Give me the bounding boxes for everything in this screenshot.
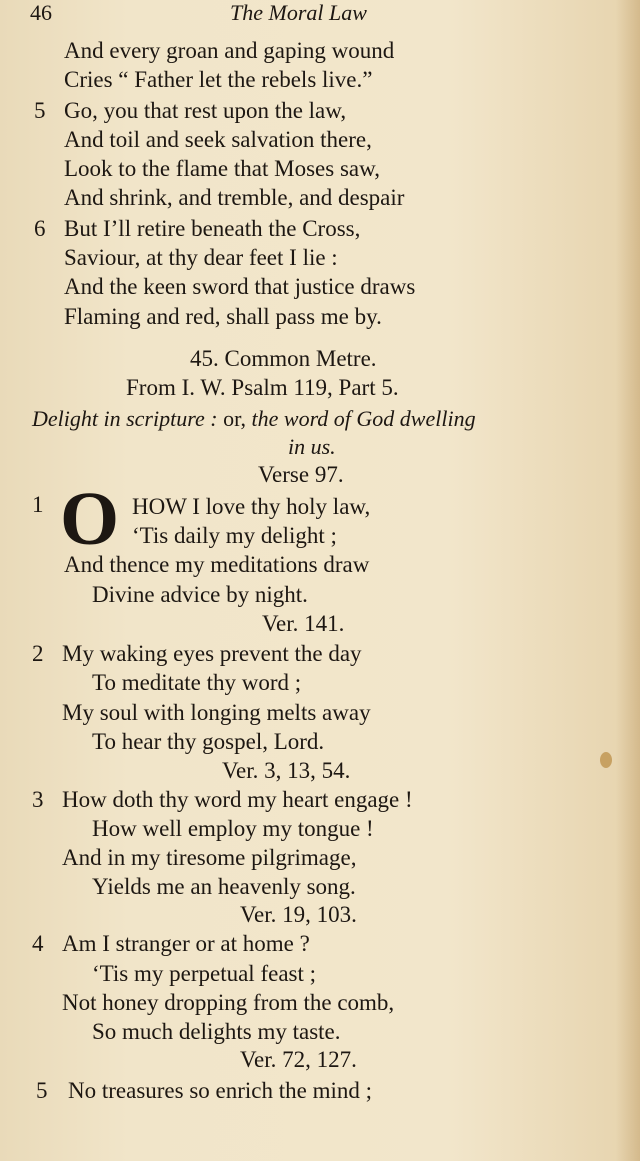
stanza-number: 5 xyxy=(34,98,46,123)
ink-blot xyxy=(600,752,612,768)
verse-line: Am I stranger or at home ? xyxy=(62,931,310,956)
stanza-number: 4 xyxy=(32,931,44,956)
verse-line: ‘Tis my perpetual feast ; xyxy=(92,961,317,986)
verse-line: ‘Tis daily my delight ; xyxy=(132,523,337,548)
subtitle-part: the word of God dwelling xyxy=(251,406,476,431)
verse-line: Go, you that rest upon the law, xyxy=(64,98,347,123)
verse-line: Yields me an heavenly song. xyxy=(92,874,356,899)
verse-line: HOW I love thy holy law, xyxy=(132,494,371,519)
stanza-number: 6 xyxy=(34,216,46,241)
verse-line: To hear thy gospel, Lord. xyxy=(92,729,325,754)
verse-line: My waking eyes prevent the day xyxy=(62,641,362,666)
running-title: The Moral Law xyxy=(230,0,367,25)
verse-line: Divine advice by night. xyxy=(92,582,308,607)
hymn-subtitle-cont: in us. xyxy=(288,434,336,459)
verse-line: Saviour, at thy dear feet I lie : xyxy=(64,245,338,270)
hymn-subtitle xyxy=(32,404,476,433)
verse-line: And shrink, and tremble, and despair xyxy=(64,185,405,210)
stanza-number: 3 xyxy=(32,787,44,812)
hymn-source: From I. W. Psalm 119, Part 5. xyxy=(126,375,399,400)
verse-line: My soul with longing melts away xyxy=(62,700,371,725)
verse-line: And in my tiresome pilgrimage, xyxy=(62,845,357,870)
verse-line: And toil and seek salvation there, xyxy=(64,127,372,152)
hymn-heading: 45. Common Metre. xyxy=(190,346,377,371)
verse-line: And thence my meditations draw xyxy=(64,552,370,577)
drop-cap: O xyxy=(60,477,120,561)
stanza-number: 5 xyxy=(36,1078,48,1103)
verse-reference: Ver. 72, 127. xyxy=(240,1047,357,1072)
page-number: 46 xyxy=(30,0,52,25)
verse-line: How well employ my tongue ! xyxy=(92,816,374,841)
verse-line: How doth thy word my heart engage ! xyxy=(62,787,413,812)
verse-reference: Ver. 19, 103. xyxy=(240,902,357,927)
verse-line: And the keen sword that justice draws xyxy=(64,274,416,299)
subtitle-part: or, xyxy=(223,406,247,431)
verse-line: Look to the flame that Moses saw, xyxy=(64,156,380,181)
verse-line: Cries “ Father let the rebels live.” xyxy=(64,67,373,92)
verse-line: No treasures so enrich the mind ; xyxy=(68,1078,373,1103)
subtitle-part: Delight in scripture : xyxy=(32,406,218,431)
verse-line: But I’ll retire beneath the Cross, xyxy=(64,216,361,241)
verse-line: To meditate thy word ; xyxy=(92,670,302,695)
verse-line: And every groan and gaping wound xyxy=(64,38,395,63)
stanza-number: 2 xyxy=(32,641,44,666)
stanza-number: 1 xyxy=(32,492,44,517)
verse-line: So much delights my taste. xyxy=(92,1019,341,1044)
verse-reference: Ver. 3, 13, 54. xyxy=(222,758,351,783)
verse-reference: Ver. 141. xyxy=(262,611,345,636)
page-edge-shadow xyxy=(616,0,640,1161)
verse-reference: Verse 97. xyxy=(258,462,344,487)
verse-line: Not honey dropping from the comb, xyxy=(62,990,395,1015)
verse-line: Flaming and red, shall pass me by. xyxy=(64,304,382,329)
